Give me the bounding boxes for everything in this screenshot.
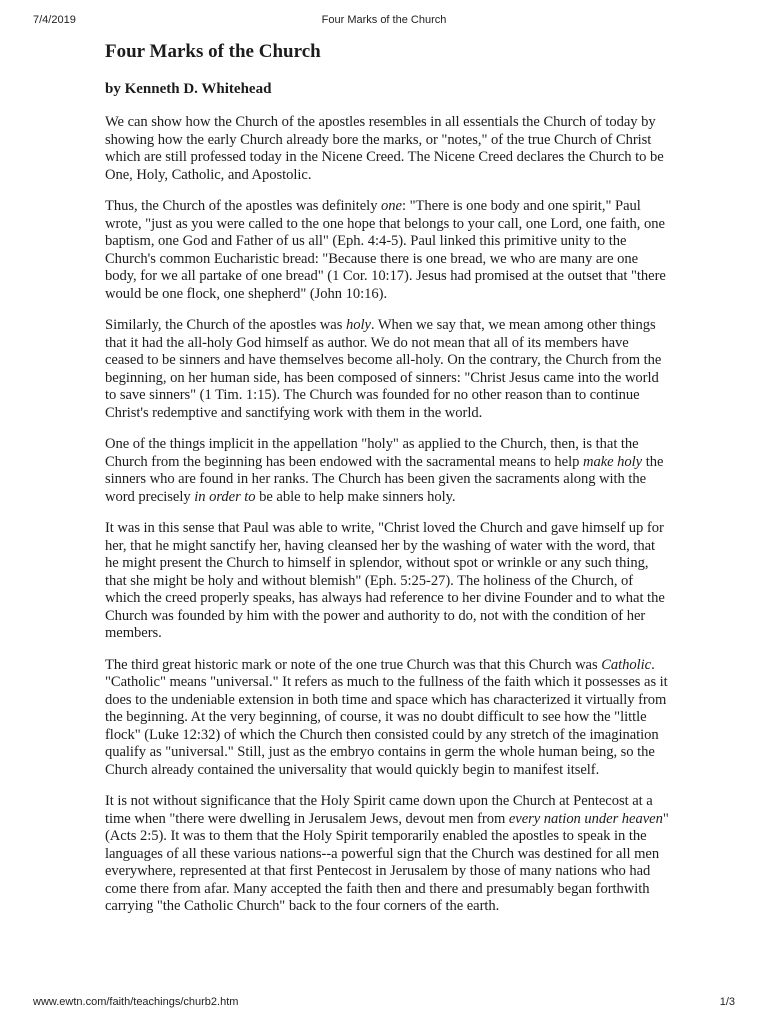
document-body xyxy=(105,36,670,916)
paragraph: Similarly, the Church of the apostles was holy. When we say that, we mean among other things that it had the all-holy God himself as author. We do not mean that all of its members have ceased to be sinners and have themselves become all-holy. On the contrary, the Church from the beginning, on her human side, has been composed of sinners: "Christ Jesus came into the world to save sinners" (1 Tim. 1:15). The Church was founded for no other reason than to continue Christ's redemptive and sanctifying work with them in the world. xyxy=(105,317,662,421)
emphasis-text: every nation under heaven xyxy=(508,810,663,827)
emphasis-text: holy xyxy=(345,317,371,333)
document-title: Four Marks of the Church xyxy=(105,41,321,62)
emphasis-text: make holy xyxy=(582,453,643,470)
emphasis-text: in order to xyxy=(194,488,256,505)
paragraph: Thus, the Church of the apostles was definitely one: "There is one body and one spirit," Paul wrote, "just as you were called to the one hope that belongs to your call, one Lord, one faith, one baptism, one God and Father of us all" (Eph. 4:4-5). Paul linked this primitive unity to the Church's common Eucharistic bread: "Because there is one bread, we who are many are one body, for we all partake of one bread" (1 Cor. 10:17). Jesus had promised at the outset that "there would be one flock, one shepherd" (John 10:16). xyxy=(105,198,666,302)
emphasis-text: one xyxy=(381,198,402,214)
print-date: 7/4/2019 xyxy=(33,14,76,26)
print-header xyxy=(33,14,735,30)
page-number: 1/3 xyxy=(719,996,735,1008)
paragraph: One of the things implicit in the appellation "holy" as applied to the Church, then, is that the Church from the beginning has been endowed with the sacramental means to help make holy the sinners who are found in her ranks. The Church has been given the sacraments along with the word precisely in order to be able to help make sinners holy. xyxy=(105,436,664,505)
emphasis-text: Catholic xyxy=(601,656,652,673)
paragraph: It was in this sense that Paul was able to write, "Christ loved the Church and gave himself up for her, that he might sanctify her, having cleansed her by the washing of water with the word, that he might present the Church to himself in splendor, without spot or wrinkle or any such thing, that she might be holy and without blemish" (Eph. 5:25-27). The holiness of the Church, of which the creed properly speaks, has always had reference to her divine Founder and to what the Church was founded by him with the power and authority to do, not with the condition of her members. xyxy=(105,520,665,641)
paragraph: The third great historic mark or note of the one true Church was that this Church was Catholic. "Catholic" means "universal." It refers as much to the fullness of the faith which it possesses as it does to the undeniable extension in both time and space which has characterized it virtually from the beginning. At the very beginning, of course, it was no doubt difficult to see how the "little flock" (Luke 12:32) of which the Church then consisted could by any stretch of the imagination qualify as "universal." Still, just as the embryo contains in germ the whole human being, so the Church already contained the universality that would quickly begin to manifest itself. xyxy=(105,656,668,778)
print-footer xyxy=(33,996,735,1012)
author-byline: by Kenneth D. Whitehead xyxy=(105,81,272,97)
paragraph: It is not without significance that the Holy Spirit came down upon the Church at Pentecost at a time when "there were dwelling in Jerusalem Jews, devout men from every nation under heaven" (Acts 2:5). It was to them that the Holy Spirit temporarily enabled the apostles to speak in the languages of all these various nations--a powerful sign that the Church was destined for all men everywhere, represented at that first Pentecost in Jerusalem by those of many nations who had come there from afar. Many accepted the faith then and there and presumably began forthwith carrying "the Catholic Church" back to the four corners of the earth. xyxy=(105,793,669,914)
print-page-title: Four Marks of the Church xyxy=(321,14,447,26)
source-url: www.ewtn.com/faith/teachings/churb2.htm xyxy=(33,996,239,1008)
paragraph: We can show how the Church of the apostles resembles in all essentials the Church of today by showing how the early Church already bore the marks, or "notes," of the true Church of Christ which are still professed today in the Nicene Creed. The Nicene Creed declares the Church to be One, Holy, Catholic, and Apostolic. xyxy=(105,114,664,183)
